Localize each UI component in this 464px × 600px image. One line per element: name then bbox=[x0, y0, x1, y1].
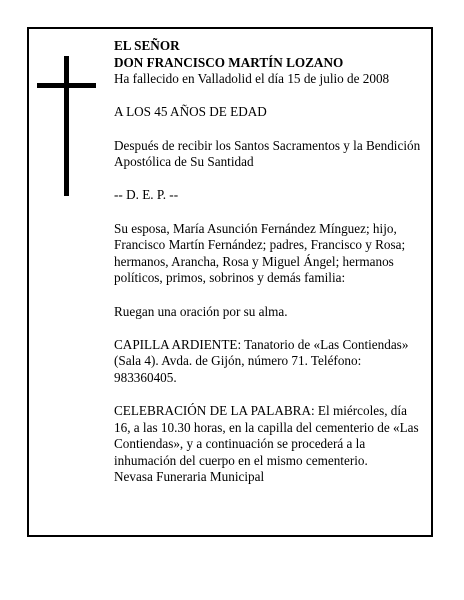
obituary-text bbox=[114, 38, 426, 486]
death-info: Ha fallecido en Valladolid el día 15 de julio de 2008 bbox=[114, 71, 390, 87]
sacraments-text: Después de recibir los Santos Sacramentos y la Bendición Apostólica de Su Santidad bbox=[114, 137, 421, 170]
age-line: A LOS 45 AÑOS DE EDAD bbox=[114, 104, 267, 120]
prayer-request: Ruegan una oración por su alma. bbox=[114, 303, 288, 319]
cross-icon-bar bbox=[37, 83, 96, 88]
chapel-info: CAPILLA ARDIENTE: Tanatorio de «Las Contiendas» (Sala 4). Avda. de Gijón, número 71. Teléfono: 983360405. bbox=[114, 336, 409, 385]
deceased-name: DON FRANCISCO MARTÍN LOZANO bbox=[114, 54, 344, 70]
celebration-info: CELEBRACIÓN DE LA PALABRA: El miércoles, día 16, a las 10.30 horas, en la capilla del cementerio de «Las Contiendas», y a continuación se procederá a la inhumación del cuerpo en el mismo cementerio. bbox=[114, 403, 419, 468]
cross-icon bbox=[64, 56, 69, 196]
deceased-title: EL SEÑOR bbox=[114, 38, 180, 53]
family-text: Su esposa, María Asunción Fernández Mínguez; hijo, Francisco Martín Fernández; padres, Francisco y Rosa; hermanos, Arancha, Rosa y Miguel Ángel; hermanos políticos, primos, sobrinos y demás familia: bbox=[114, 220, 406, 286]
rip-line: -- D. E. P. -- bbox=[114, 187, 179, 203]
funeral-home: Nevasa Funeraria Municipal bbox=[114, 469, 265, 485]
